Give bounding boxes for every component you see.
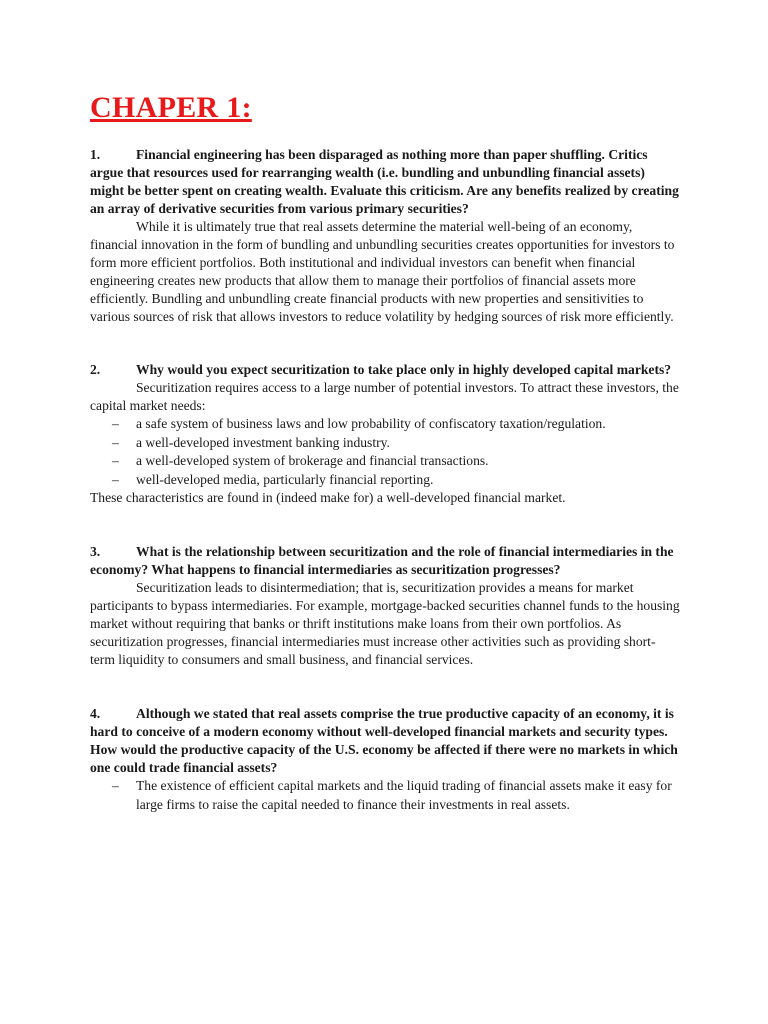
question-block-2 — [90, 361, 680, 507]
question-1 — [90, 146, 680, 218]
bullet-text: The existence of efficient capital markets and the liquid trading of financial assets make it easy for large firms to raise the capital needed to finance their investments in real assets. — [136, 778, 672, 812]
question-2 — [90, 361, 680, 379]
answer-3: Securitization leads to disintermediation; that is, securitization provides a means for market participants to bypass intermediaries. For example, mortgage-backed securities channel funds to the housing market without requiring that banks or thrift institutions make loans from their own portfolios. As securitization progresses, financial intermediaries must increase other activities such as providing short-term liquidity to consumers and small business, and financial services. — [90, 580, 680, 667]
bullet-list — [90, 415, 680, 489]
answer-1: While it is ultimately true that real assets determine the material well-being of an economy, financial innovation in the form of bundling and unbundling securities creates opportunities for investors to form more efficient portfolios. Both institutional and individual investors can benefit when financial engineering creates new products that allow them to manage their portfolios of financial assets more efficiently. Bundling and unbundling create financial products with new properties and sensitivities to various sources of risk that allows investors to reduce volatility by hedging sources of risk more efficiently. — [90, 219, 675, 324]
bullet-dash: – — [112, 453, 119, 468]
bullet-list — [90, 777, 680, 814]
list-item — [90, 452, 680, 471]
chapter-title: CHAPER 1: — [90, 91, 252, 124]
answer-2-conclusion: These characteristics are found in (indeed make for) a well-developed financial market. — [90, 490, 566, 505]
question-text: What is the relationship between securitization and the role of financial intermediaries in the economy? What happens to financial intermediaries as securitization progresses? — [90, 544, 674, 577]
question-number: 2. — [90, 362, 101, 377]
question-text: Financial engineering has been disparaged as nothing more than paper shuffling. Critics argue that resources used for rearranging wealth (i.e. bundling and unbundling financial assets) might be better spent on creating wealth. Evaluate this criticism. Are any benefits realized by creating an array of derivative securities from various primary securities? — [90, 147, 679, 216]
question-3 — [90, 543, 680, 579]
answer-2: Securitization requires access to a large number of potential investors. To attract these investors, the capital market needs: — [90, 380, 679, 413]
question-number: 1. — [90, 147, 101, 162]
bullet-dash: – — [112, 434, 119, 450]
bullet-dash: – — [112, 778, 119, 793]
bullet-dash: – — [112, 416, 119, 431]
question-text: Although we stated that real assets comprise the true productive capacity of an economy, it is hard to conceive of a modern economy without well-developed financial markets and security types. How would the productive capacity of the U.S. economy be affected if there were no markets in which one could trade financial assets? — [90, 706, 678, 775]
question-block-4 — [90, 705, 680, 814]
bullet-dash: – — [112, 471, 119, 487]
bullet-text: a well-developed system of brokerage and financial transactions. — [136, 453, 489, 468]
question-number: 4. — [90, 706, 101, 721]
list-item — [90, 777, 680, 814]
list-item — [90, 434, 680, 453]
bullet-text: a well-developed investment banking industry. — [136, 434, 390, 450]
question-4 — [90, 705, 680, 777]
question-block-3 — [90, 543, 680, 669]
question-number: 3. — [90, 544, 101, 559]
list-item — [90, 471, 680, 490]
question-block-1 — [90, 146, 680, 326]
list-item — [90, 415, 680, 434]
bullet-text: well-developed media, particularly financial reporting. — [136, 471, 434, 487]
question-text: Why would you expect securitization to take place only in highly developed capital markets? — [136, 362, 672, 377]
document-page — [90, 88, 680, 850]
bullet-text: a safe system of business laws and low probability of confiscatory taxation/regulation. — [136, 416, 606, 431]
